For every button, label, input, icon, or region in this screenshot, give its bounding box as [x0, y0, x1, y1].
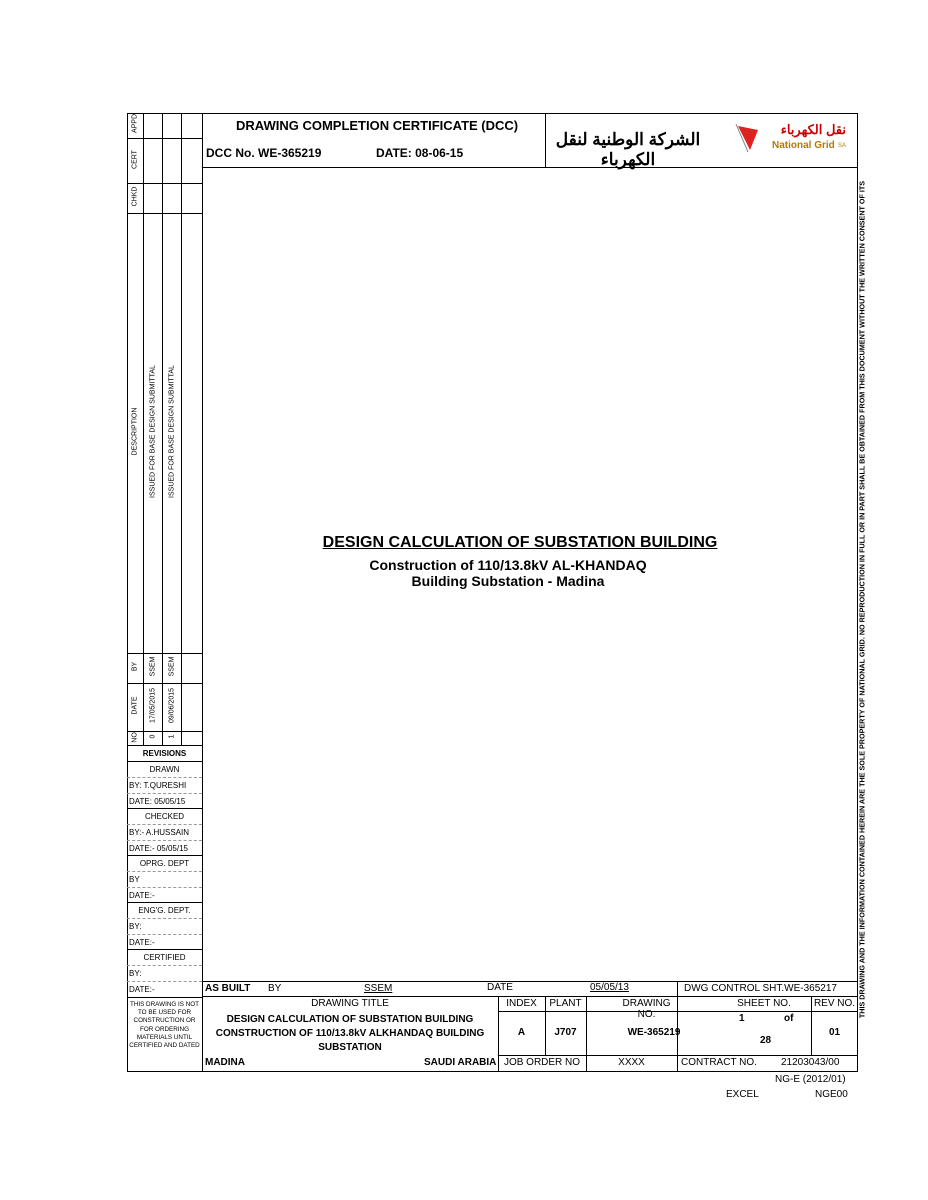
- checked-label: CHECKED: [144, 812, 185, 821]
- contract-label: CONTRACT NO.: [681, 1057, 757, 1068]
- sheet-no-header: SHEET NO.: [737, 998, 791, 1009]
- country: SAUDI ARABIA: [424, 1057, 497, 1068]
- date-header: DATE: [131, 696, 139, 715]
- plant-header: PLANT: [549, 998, 582, 1009]
- index-header: INDEX: [506, 998, 537, 1009]
- certified-by: BY:: [129, 969, 142, 978]
- oprg-date: DATE:-: [129, 891, 155, 900]
- sheet-frame: [127, 113, 858, 1072]
- dcc-date: DATE: 08-06-15: [376, 146, 464, 160]
- sheet-total: 28: [760, 1035, 772, 1046]
- dcc-number: DCC No. WE-365219: [206, 146, 322, 160]
- revision-1-no: 1: [168, 734, 176, 739]
- as-built-label: AS BUILT: [205, 983, 251, 994]
- date-label: DATE: [487, 982, 513, 993]
- drawing-title-header: DRAWING TITLE: [311, 998, 389, 1009]
- nge-code: NGE00: [815, 1089, 848, 1100]
- sheet-of: of: [784, 1013, 794, 1024]
- engg-label: ENG'G. DEPT.: [138, 906, 191, 915]
- certified-label: CERTIFIED: [143, 953, 186, 962]
- document-subtitle-1: Construction of 110/13.8kV AL-KHANDAQ: [369, 557, 647, 573]
- drawing-title-line-1: DESIGN CALCULATION OF SUBSTATION BUILDING: [226, 1014, 474, 1025]
- revision-1-by: SSEM: [168, 656, 176, 677]
- checked-date: DATE:- 05/05/15: [129, 844, 188, 853]
- by-header: BY: [131, 661, 139, 672]
- revision-0-by: SSEM: [149, 656, 157, 677]
- dcc-title: DRAWING COMPLETION CERTIFICATE (DCC): [236, 118, 519, 133]
- sheet-number: 1: [739, 1013, 745, 1024]
- revision-1-date: 09/06/2015: [168, 687, 176, 724]
- national-grid-logo: نقل الكهرباء National Grid SA: [734, 122, 854, 156]
- revision-0-description: ISSUED FOR BASE DESIGN SUBMITTAL: [149, 365, 157, 498]
- as-built-date: 05/05/13: [590, 982, 629, 993]
- document-title: DESIGN CALCULATION OF SUBSTATION BUILDING: [322, 534, 718, 551]
- revision-0-no: 0: [149, 734, 157, 739]
- logo-mark-icon: [734, 124, 764, 154]
- rev-no-header: REV NO.: [813, 998, 856, 1009]
- dwg-control-sheet: DWG CONTROL SHT.WE-365217: [684, 983, 837, 994]
- engg-date: DATE:-: [129, 938, 155, 947]
- excel-label: EXCEL: [726, 1089, 759, 1100]
- by-label: BY: [268, 983, 282, 994]
- drawn-date: DATE: 05/05/15: [129, 797, 186, 806]
- engg-by: BY:: [129, 922, 142, 931]
- document-subtitle-2: Building Substation - Madina: [411, 573, 605, 589]
- revision-1-description: ISSUED FOR BASE DESIGN SUBMITTAL: [168, 365, 176, 498]
- drawing-title-line-2: CONSTRUCTION OF 110/13.8kV ALKHANDAQ BUILDING: [215, 1028, 485, 1039]
- index-value: A: [517, 1027, 526, 1038]
- oprg-by: BY: [129, 875, 140, 884]
- form-code: NG-E (2012/01): [775, 1074, 846, 1085]
- drawn-by: BY: T.QURESHI: [129, 781, 187, 790]
- contract-value: 21203043/00: [781, 1057, 840, 1068]
- certified-date: DATE:-: [129, 985, 155, 994]
- construction-notice: THIS DRAWING IS NOT TO BE USED FOR CONSTRUCTION OR FOR ORDERING MATERIALS UNTIL CERTIFIED AND DATED: [129, 1001, 200, 1050]
- drawing-no-value: WE-365219: [627, 1027, 681, 1038]
- copyright-notice: THIS DRAWING AND THE INFORMATION CONTAINED HEREIN ARE THE SOLE PROPERTY OF NATIONAL GRID. NO REPRODUCTION IN FULL OR IN PART SHALL BE OBTAINED FROM THIS DOCUMENT WITHOUT THE WRITTEN CONSENT OF ITS: [857, 180, 867, 1019]
- rev-no-value: 01: [828, 1027, 841, 1038]
- plant-value: J707: [554, 1027, 577, 1038]
- appd-header: APPD: [131, 113, 139, 134]
- drawing-title-line-3: SUBSTATION: [318, 1042, 382, 1053]
- company-arabic-name: الشركة الوطنية لنقل الكهرباء: [555, 130, 701, 169]
- drawn-label: DRAWN: [149, 765, 180, 774]
- job-order-value: XXXX: [618, 1057, 645, 1068]
- job-order-label: JOB ORDER NO: [503, 1057, 581, 1068]
- chkd-header: CHKD: [131, 186, 139, 207]
- oprg-label: OPRG. DEPT: [139, 859, 190, 868]
- city: MADINA: [205, 1057, 245, 1068]
- description-header: DESCRIPTION: [131, 407, 139, 456]
- revisions-label: REVISIONS: [142, 749, 187, 758]
- as-built-by: SSEM: [364, 983, 393, 994]
- cert-header: CERT: [131, 150, 139, 169]
- revision-0-date: 17/05/2015: [149, 687, 157, 724]
- drawing-no-header: DRAWING NO.: [622, 998, 671, 1020]
- no-header: NO.: [131, 730, 139, 743]
- checked-by: BY:- A.HUSSAIN: [129, 828, 190, 837]
